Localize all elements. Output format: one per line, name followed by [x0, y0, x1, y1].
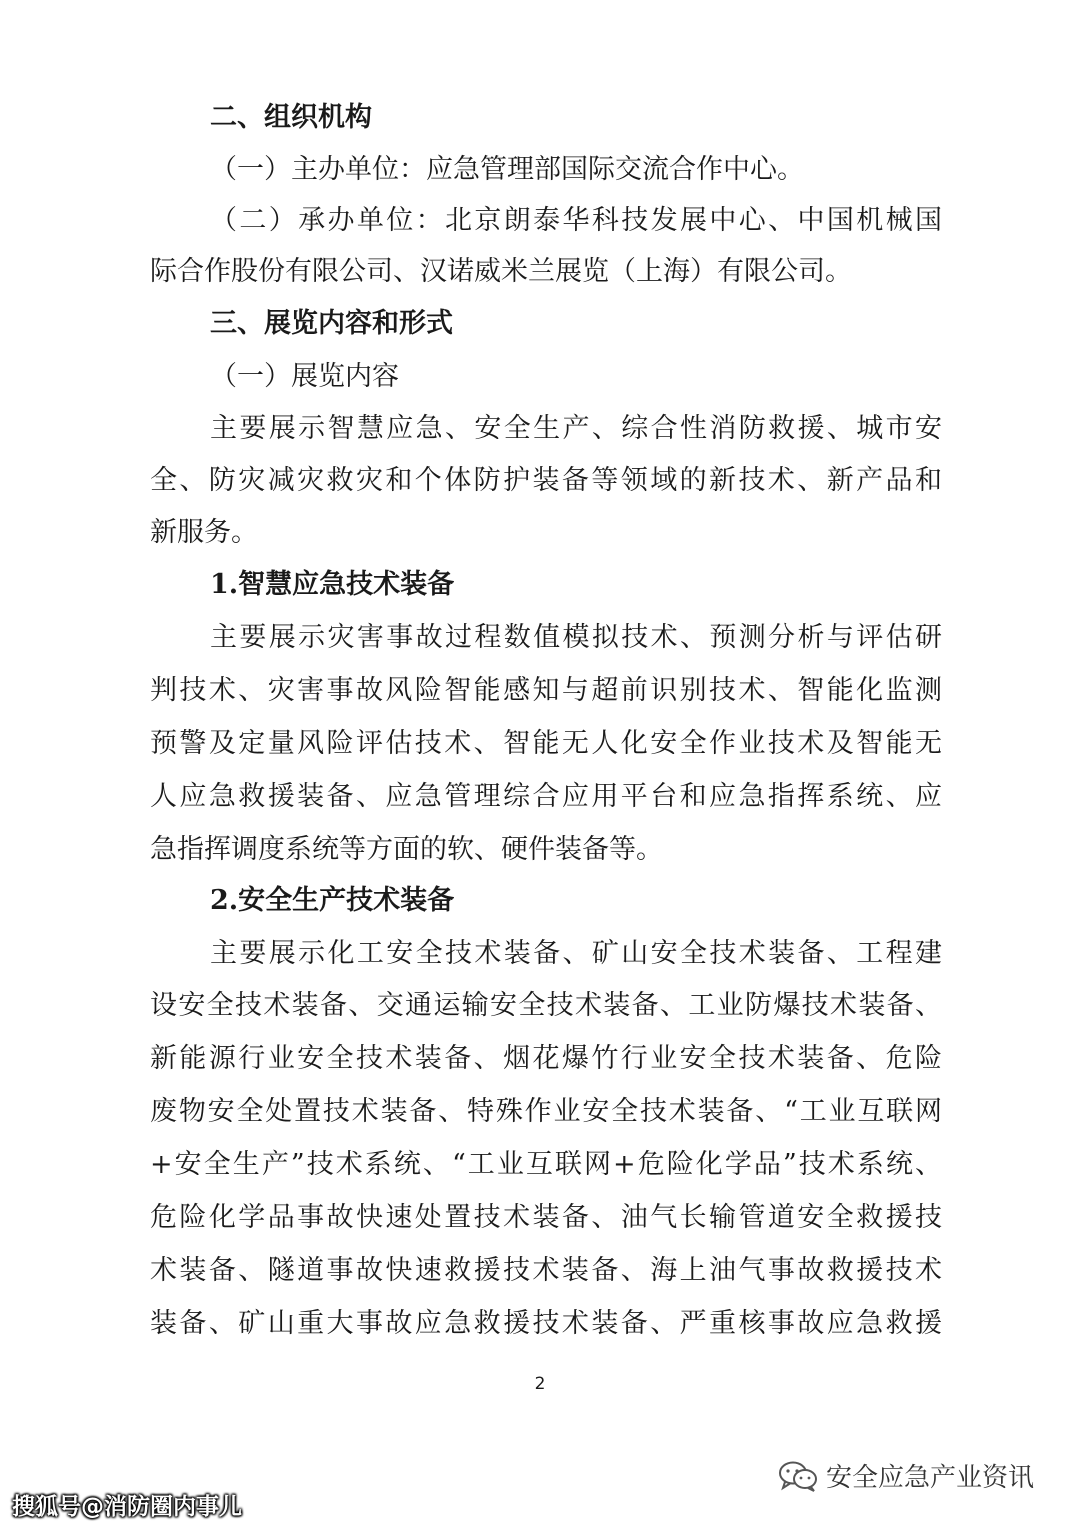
text-line: 急指挥调度系统等方面的软、硬件装备等。 [150, 834, 663, 865]
text-line: 废物安全处置技术装备、特殊作业安全技术装备、“工业互联网 [150, 1096, 942, 1127]
wechat-icon [778, 1460, 818, 1492]
text-line: 新服务。 [150, 517, 258, 548]
text-line: 主要展示灾害事故过程数值模拟技术、预测分析与评估研 [210, 622, 942, 653]
watermark-source-label: 安全应急产业资讯 [826, 1463, 1035, 1493]
text-line: 三、展览内容和形式 [210, 308, 453, 339]
text-line: （二）承办单位：北京朗泰华科技发展中心、中国机械国 [210, 205, 942, 236]
text-line: +安全生产”技术系统、“工业互联网+危险化学品”技术系统、 [150, 1149, 942, 1180]
text-line: 预警及定量风险评估技术、智能无人化安全作业技术及智能无 [150, 728, 942, 759]
page-number: 2 [534, 1374, 546, 1394]
text-line: 人应急救援装备、应急管理综合应用平台和应急指挥系统、应 [150, 781, 942, 812]
watermark-sohu: 搜狐号@消防圈内事儿 [12, 1494, 242, 1520]
text-line: 二、组织机构 [210, 102, 372, 133]
text-line: 际合作股份有限公司、汉诺威米兰展览（上海）有限公司。 [150, 256, 852, 287]
watermark-source [778, 1457, 1034, 1494]
text-line: 危险化学品事故快速处置技术装备、油气长输管道安全救援技 [150, 1202, 942, 1233]
text-line: 新能源行业安全技术装备、烟花爆竹行业安全技术装备、危险 [150, 1043, 942, 1074]
text-line: 判技术、灾害事故风险智能感知与超前识别技术、智能化监测 [150, 675, 942, 706]
text-line: 主要展示化工安全技术装备、矿山安全技术装备、工程建 [210, 938, 942, 969]
text-line: 术装备、隧道事故快速救援技术装备、海上油气事故救援技术 [150, 1255, 942, 1286]
text-line: 装备、矿山重大事故应急救援技术装备、严重核事故应急救援 [150, 1308, 942, 1339]
text-line: 设安全技术装备、交通运输安全技术装备、工业防爆技术装备、 [150, 990, 942, 1021]
text-line: 2.安全生产技术装备 [210, 885, 455, 916]
text-line: （一）展览内容 [210, 361, 399, 392]
text-line: （一）主办单位：应急管理部国际交流合作中心。 [210, 154, 804, 185]
text-line: 全、防灾减灾救灾和个体防护装备等领域的新技术、新产品和 [150, 465, 942, 496]
text-line: 1.智慧应急技术装备 [210, 569, 455, 600]
text-line: 主要展示智慧应急、安全生产、综合性消防救援、城市安 [210, 413, 942, 444]
